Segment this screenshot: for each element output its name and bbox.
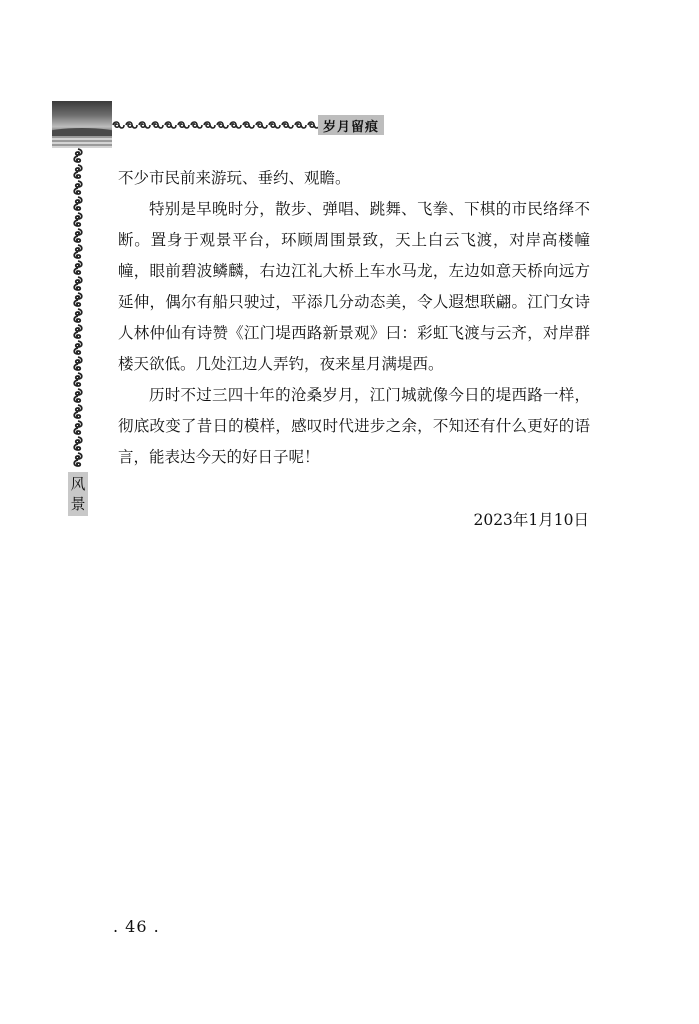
page-number: . 46 . (113, 917, 160, 936)
photo-water-shape (52, 136, 112, 148)
paragraph-3: 历时不过三四十年的沧桑岁月，江门城就像今日的堤西路一样，彻底改变了昔日的模样，感叹时代进步之余，不知还有什么更好的语言，能表达今天的好日子呢！ (118, 386, 590, 466)
body-text (118, 163, 590, 473)
header-ornamental-rule (112, 120, 320, 130)
paragraph-2: 特别是早晚时分，散步、弹唱、跳舞、飞拳、下棋的市民络绎不断。置身于观景平台，环顾周围景致，天上白云飞渡，对岸高楼幢幢，眼前碧波鳞麟，右边江礼大桥上车水马龙，左边如意天桥向远方延伸，偶尔有船只驶过，平添几分动态美，令人遐想联翩。江门女诗人林仲仙有诗赞《江门堤西路新景观》曰：彩虹飞渡与云齐，对岸群楼天欲低。几处江边人弄钓，夜来星月满堤西。 (118, 200, 590, 373)
side-ornamental-border (68, 148, 88, 468)
header-landscape-photo (52, 101, 112, 148)
side-tab-char-1: 风 (70, 475, 86, 493)
article-date: 2023年1月10日 (473, 511, 589, 529)
side-section-tab (68, 472, 88, 516)
section-label: 岁月留痕 (318, 115, 384, 135)
side-tab-char-2: 景 (70, 495, 86, 513)
paragraph-1: 不少市民前来游玩、垂约、观瞻。 (118, 169, 351, 187)
